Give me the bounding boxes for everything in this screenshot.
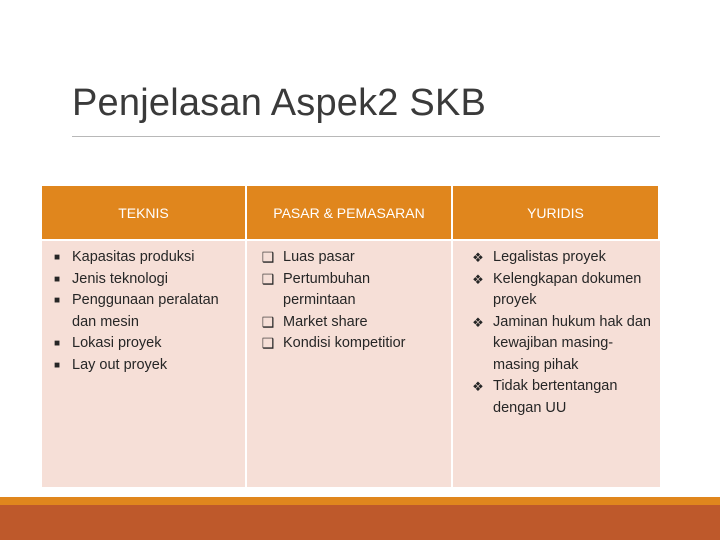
pasar-cell — [247, 241, 453, 487]
square-bullet-icon: ■ — [53, 359, 61, 371]
title-divider — [72, 136, 660, 137]
list-item-text: Pertumbuhan permintaan — [283, 270, 371, 308]
list-item — [42, 355, 239, 377]
square-bullet-icon: ■ — [53, 252, 61, 263]
list-item — [453, 269, 654, 312]
list-item-text: Lokasi proyek — [72, 335, 162, 351]
diamond-bullet-icon: ❖ — [472, 379, 484, 394]
yuridis-cell — [453, 241, 660, 487]
list-item — [453, 247, 654, 269]
footer-bar — [0, 505, 720, 540]
diamond-bullet-icon: ❖ — [472, 314, 484, 330]
list-item — [42, 269, 239, 291]
square-bullet-icon: ■ — [53, 338, 61, 349]
slide-title: Penjelasan Aspek2 SKB — [72, 82, 487, 124]
checkbox-bullet-icon: ❑ — [261, 335, 275, 351]
list-item — [247, 312, 445, 334]
list-item — [453, 376, 654, 419]
list-item-text: Lay out proyek — [72, 356, 168, 373]
list-item — [453, 312, 654, 377]
list-item-text: Penggunaan peralatan dan mesin — [72, 292, 219, 330]
diamond-bullet-icon: ❖ — [472, 250, 484, 265]
list-item-text: Kapasitas produksi — [72, 249, 195, 265]
square-bullet-icon: ■ — [53, 295, 61, 306]
footer-accent-band — [0, 497, 720, 505]
checkbox-bullet-icon: ❑ — [261, 313, 275, 330]
pasar-list — [247, 247, 445, 355]
header-teknis: TEKNIS — [42, 186, 247, 241]
list-item — [42, 333, 239, 355]
list-item-text: Tidak bertentangan dengan UU — [493, 378, 618, 416]
list-item — [42, 247, 239, 269]
list-item — [247, 333, 445, 355]
diamond-bullet-icon: ❖ — [472, 271, 484, 287]
checkbox-bullet-icon: ❑ — [261, 270, 275, 287]
list-item — [42, 290, 239, 333]
teknis-cell — [42, 241, 247, 487]
aspects-table — [42, 186, 660, 487]
list-item-text: Luas pasar — [283, 249, 355, 265]
list-item — [247, 269, 445, 312]
header-yuridis: YURIDIS — [453, 186, 660, 241]
list-item-text: Kondisi kompetitior — [283, 335, 406, 351]
list-item-text: Jaminan hukum hak dan kewajiban masing-masing pihak — [493, 313, 651, 373]
list-item-text: Legalistas proyek — [493, 249, 606, 265]
list-item — [247, 247, 445, 269]
list-item-text: Kelengkapan dokumen proyek — [493, 270, 642, 308]
list-item-text: Market share — [283, 313, 368, 330]
yuridis-list — [453, 247, 654, 419]
square-bullet-icon: ■ — [53, 273, 61, 285]
header-pasar-pemasaran: PASAR & PEMASARAN — [247, 186, 453, 241]
teknis-list — [42, 247, 239, 376]
checkbox-bullet-icon: ❑ — [261, 249, 275, 265]
list-item-text: Jenis teknologi — [72, 270, 168, 287]
